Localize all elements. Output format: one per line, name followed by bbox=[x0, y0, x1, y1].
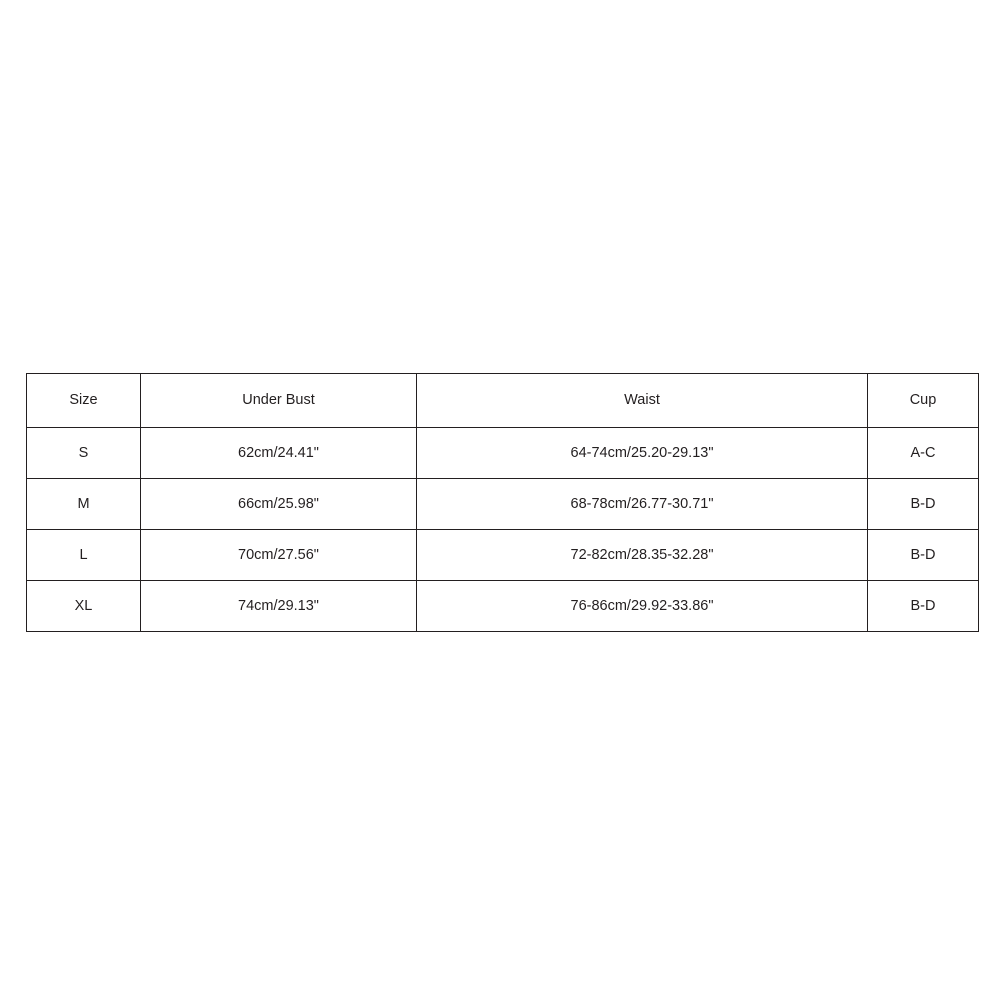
cell-size: M bbox=[27, 479, 141, 530]
cell-waist: 72-82cm/28.35-32.28" bbox=[417, 530, 868, 581]
table-header-row bbox=[27, 374, 979, 428]
table-body bbox=[27, 428, 979, 632]
cell-under-bust: 62cm/24.41" bbox=[141, 428, 417, 479]
size-chart-container bbox=[26, 373, 974, 632]
cell-cup: B-D bbox=[868, 479, 979, 530]
cell-size: XL bbox=[27, 581, 141, 632]
table-row bbox=[27, 530, 979, 581]
column-header-size: Size bbox=[27, 374, 141, 428]
column-header-waist: Waist bbox=[417, 374, 868, 428]
cell-waist: 64-74cm/25.20-29.13" bbox=[417, 428, 868, 479]
cell-under-bust: 70cm/27.56" bbox=[141, 530, 417, 581]
cell-cup: A-C bbox=[868, 428, 979, 479]
cell-waist: 68-78cm/26.77-30.71" bbox=[417, 479, 868, 530]
size-chart-table bbox=[26, 373, 979, 632]
cell-size: L bbox=[27, 530, 141, 581]
table-header bbox=[27, 374, 979, 428]
cell-cup: B-D bbox=[868, 530, 979, 581]
column-header-under-bust: Under Bust bbox=[141, 374, 417, 428]
table-row bbox=[27, 428, 979, 479]
column-header-cup: Cup bbox=[868, 374, 979, 428]
cell-under-bust: 66cm/25.98" bbox=[141, 479, 417, 530]
table-row bbox=[27, 479, 979, 530]
table-row bbox=[27, 581, 979, 632]
cell-size: S bbox=[27, 428, 141, 479]
cell-waist: 76-86cm/29.92-33.86" bbox=[417, 581, 868, 632]
cell-under-bust: 74cm/29.13" bbox=[141, 581, 417, 632]
cell-cup: B-D bbox=[868, 581, 979, 632]
